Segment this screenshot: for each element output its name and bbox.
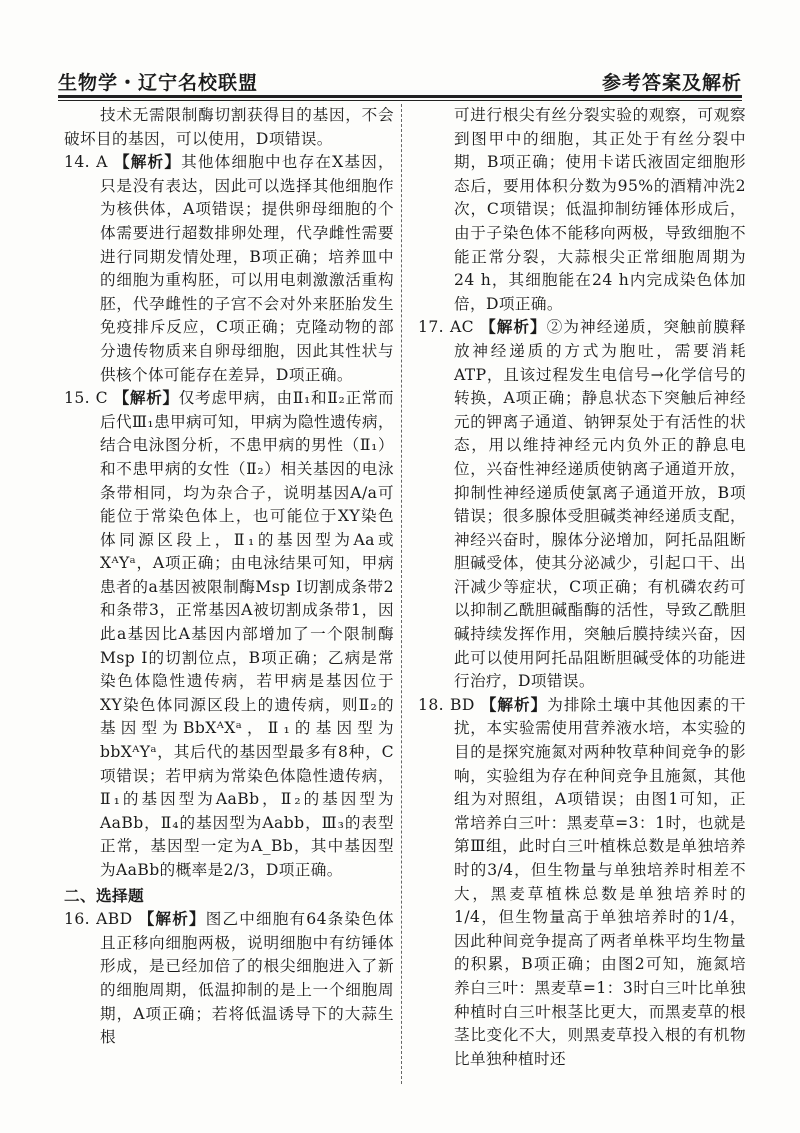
header-right-title: 参考答案及解析 bbox=[601, 72, 742, 94]
answer-18-number: 18. BD bbox=[418, 695, 475, 714]
q13-continuation: 技术无需限制酶切割获得目的基因，不会破坏目的基因，可以使用，D项错误。 bbox=[64, 106, 394, 148]
q16-continuation: 可进行根尖有丝分裂实验的观察，可观察到图甲中的细胞，其正处于有丝分裂中期，B项正确；使用卡诺氏液固定细胞形态后，要用体积分数为95%的酒精冲洗2次，C项错误；低温抑制纺锤体形成后，由于子染色体不能移向两极，导致细胞不能正常分裂，大蒜根尖正常细胞周期为24 h，其细胞能在24 h内完成染色体加倍，D项正确。 bbox=[454, 106, 746, 313]
header-rule-thick bbox=[58, 95, 742, 98]
answer-14 bbox=[64, 151, 394, 387]
right-column bbox=[418, 104, 746, 1071]
answer-16 bbox=[64, 908, 394, 1050]
answer-17-number: 17. AC bbox=[418, 318, 475, 337]
column-divider bbox=[401, 104, 402, 1084]
header-left-title: 生物学・辽宁名校联盟 bbox=[58, 72, 259, 94]
answer-14-text: 其他体细胞中也存在X基因，只是没有表达，因此可以选择其他细胞作为核供体，A项错误；提供卵母细胞的个体需要进行超数排卵处理，代孕雌性需要进行同期发情处理，B项正确；培养皿中的细胞为重构胚，可以用电刺激激活重构胚，代孕雌性的子宫不会对外来胚胎发生免疫排斥反应，C项正确；克隆动物的部分遗传物质来自卵母细胞，因此其性状与供核个体可能存在差异，D项正确。 bbox=[100, 153, 394, 384]
answer-14-number: 14. A bbox=[64, 153, 108, 172]
answer-17-text: ②为神经递质，突触前膜释放神经递质的方式为胞吐，需要消耗ATP，且该过程发生电信号→化学信号的转换，A项正确；静息状态下突触后神经元的钾离子通道、钠钾泵处于有活性的状态，用以维持神经元内负外正的静息电位，兴奋性神经递质使钠离子通道开放，抑制性神经递质使氯离子通道开放，B项错误；很多腺体受胆碱类神经递质支配，神经兴奋时，腺体分泌增加，阿托品阻断胆碱受体，使其分泌减少，引起口干、出汗减少等症状，C项正确；有机磷农药可以抑制乙酰胆碱酯酶的活性，导致乙酰胆碱持续发挥作用，突触后膜持续兴奋，因此可以使用阿托品阻断胆碱受体的功能进行治疗，D项错误。 bbox=[454, 318, 746, 691]
page-header bbox=[58, 68, 742, 94]
answer-16-text: 图乙中细胞有64条染色体且正移向细胞两极，说明细胞中有纺锤体形成，是已经加倍了的根尖细胞进入了新的细胞周期，低温抑制的是上一个细胞周期，A项正确；若将低温诱导下的大蒜生根 bbox=[100, 910, 394, 1047]
answer-15-tag: 【解析】 bbox=[113, 389, 179, 408]
answer-17-tag: 【解析】 bbox=[480, 318, 547, 337]
answer-16-number: 16. ABD bbox=[64, 910, 133, 929]
answer-18-text: 为排除土壤中其他因素的干扰，本实验需使用营养液水培，本实验的目的是探究施氮对两种牧草种间竞争的影响，实验组为存在种间竞争且施氮，其他组为对照组，A项错误；由图1可知，正常培养白三叶：黑麦草=3：1时，也就是第Ⅲ组，此时白三叶植株总数是单独培养时的3/4，但生物量与单独培养时相差不大，黑麦草植株总数是单独培养时的1/4，但生物量高于单独培养时的1/4，因此种间竞争提高了两者单株平均生物量的积累，B项正确；由图2可知，施氮培养白三叶：黑麦草=1：3时白三叶比单独种植时白三叶根茎比更大，而黑麦草的根茎比变化不大，则黑麦草投入根的有机物比单独种植时还 bbox=[454, 695, 746, 1068]
answer-16-tag: 【解析】 bbox=[138, 910, 206, 929]
answer-15 bbox=[64, 387, 394, 882]
answer-17 bbox=[418, 316, 746, 694]
header-rule-thin bbox=[58, 100, 742, 101]
answer-15-text: 仅考虑甲病，由Ⅱ₁和Ⅱ₂正常而后代Ⅲ₁患甲病可知，甲病为隐性遗传病，结合电泳图分析，不患甲病的男性（Ⅱ₁）和不患甲病的女性（Ⅱ₂）相关基因的电泳条带相同，均为杂合子，说明基因A/a可能位于常染色体上，也可能位于XY染色体同源区段上，Ⅱ₁的基因型为Aa或XᴬYᵃ，A项正确；由电泳结果可知，甲病患者的a基因被限制酶Msp Ⅰ切割成条带2和条带3，正常基因A被切割成条带1，因此a基因比A基因内部增加了一个限制酶Msp Ⅰ的切割位点，B项正确；乙病是常染色体隐性遗传病，若甲病是基因位于XY染色体同源区段上的遗传病，则Ⅱ₂的基因型为BbXᴬXᵃ，Ⅱ₁的基因型为bbXᴬYᵃ，其后代的基因型最多有8种，C项错误；若甲病为常染色体隐性遗传病，Ⅱ₁的基因型为AaBb，Ⅱ₂的基因型为AaBb，Ⅱ₄的基因型为Aabb，Ⅲ₃的表型正常，基因型一定为A_Bb，其中基因型为AaBb的概率是2/3，D项正确。 bbox=[100, 389, 395, 879]
answer-18-tag: 【解析】 bbox=[480, 695, 548, 714]
left-column bbox=[64, 104, 394, 1050]
section-heading-2: 二、选择题 bbox=[64, 886, 144, 905]
answer-15-number: 15. C bbox=[64, 389, 108, 408]
answer-18 bbox=[418, 694, 746, 1072]
answer-14-tag: 【解析】 bbox=[113, 153, 182, 172]
